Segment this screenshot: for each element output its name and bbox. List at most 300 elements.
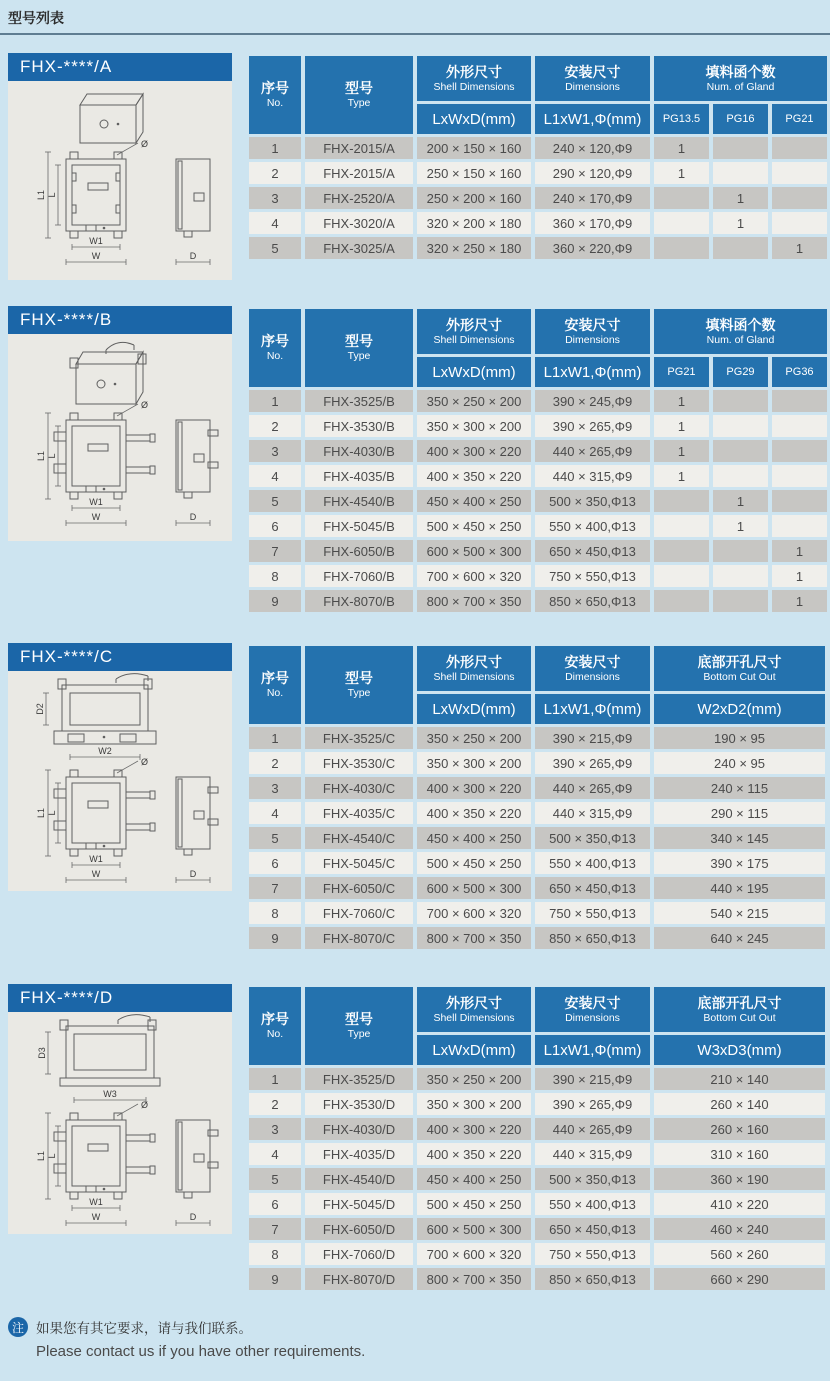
section-c: [0, 643, 830, 952]
table-cell: 650 × 450,Φ13: [535, 1218, 650, 1240]
table-cell: 440 × 195: [654, 877, 825, 899]
table-cell: FHX-8070/B: [305, 590, 413, 612]
table-row: [249, 212, 827, 234]
table-row: [249, 1093, 825, 1115]
table-cell: [772, 490, 827, 512]
table-cell: 460 × 240: [654, 1218, 825, 1240]
table-cell: 1: [249, 137, 301, 159]
table-cell: [654, 590, 709, 612]
table-row: [249, 802, 825, 824]
col-header-cutout: 底部开孔尺寸 Bottom Cut Out: [654, 646, 825, 691]
table-cell: 7: [249, 1218, 301, 1240]
table-cell: 350 × 300 × 200: [417, 1093, 531, 1115]
table-cell: 600 × 500 × 300: [417, 877, 531, 899]
dim-label-w: W: [91, 512, 101, 522]
col-header-pg-2: PG16: [713, 104, 768, 134]
table-cell: 1: [713, 212, 768, 234]
dim-label-l1: L1: [36, 1150, 46, 1162]
dim-label-w1: W1: [89, 1197, 103, 1207]
table-cell: 340 × 145: [654, 827, 825, 849]
table-cell: 440 × 315,Φ9: [535, 1143, 650, 1165]
table-row: [249, 927, 825, 949]
table-cell: [713, 565, 768, 587]
drawing-panel-b: [8, 306, 232, 541]
col-header-install: 安装尺寸 Dimensions: [535, 56, 650, 101]
col-header-pg-3: PG21: [772, 104, 827, 134]
table-cell: [713, 415, 768, 437]
table-cell: 240 × 170,Φ9: [535, 187, 650, 209]
technical-drawing-a: [8, 81, 232, 280]
dim-label-l: L: [47, 192, 57, 198]
table-cell: FHX-3525/D: [305, 1068, 413, 1090]
panel-title-b: FHX-****/B: [8, 306, 232, 334]
table-c-wrap: [245, 643, 829, 952]
col-header-shell-unit: LxWxD(mm): [417, 694, 531, 724]
table-row: [249, 515, 827, 537]
table-cell: 4: [249, 212, 301, 234]
table-cell: 250 × 150 × 160: [417, 162, 531, 184]
table-cell: 540 × 215: [654, 902, 825, 924]
table-cell: 200 × 150 × 160: [417, 137, 531, 159]
table-cell: [654, 212, 709, 234]
table-row: [249, 1168, 825, 1190]
table-cell: 350 × 300 × 200: [417, 415, 531, 437]
table-cell: 9: [249, 590, 301, 612]
table-row: [249, 162, 827, 184]
table-cell: 640 × 245: [654, 927, 825, 949]
table-cell: 8: [249, 1243, 301, 1265]
dim-label-l: L: [47, 810, 57, 816]
table-cell: 240 × 120,Φ9: [535, 137, 650, 159]
table-cell: 400 × 300 × 220: [417, 440, 531, 462]
dim-label-d: D: [189, 1212, 197, 1222]
dim-label-phi: Ø: [141, 139, 149, 149]
col-header-type: 型号 Type: [305, 56, 413, 134]
table-cell: [713, 590, 768, 612]
table-cell: 8: [249, 902, 301, 924]
table-cell: 320 × 200 × 180: [417, 212, 531, 234]
table-cell: 400 × 350 × 220: [417, 802, 531, 824]
table-row: [249, 390, 827, 412]
table-row: [249, 540, 827, 562]
table-cell: 6: [249, 852, 301, 874]
table-cell: 1: [654, 415, 709, 437]
table-cell: 350 × 300 × 200: [417, 752, 531, 774]
table-cell: 440 × 265,Φ9: [535, 1118, 650, 1140]
table-cell: 700 × 600 × 320: [417, 565, 531, 587]
dim-label-d: D: [189, 251, 197, 261]
table-cell: FHX-3530/B: [305, 415, 413, 437]
table-cell: [713, 237, 768, 259]
table-row: [249, 752, 825, 774]
table-row: [249, 827, 825, 849]
table-cell: 650 × 450,Φ13: [535, 540, 650, 562]
section-b: [0, 306, 830, 615]
spec-table-d: [245, 984, 829, 1293]
table-cell: 410 × 220: [654, 1193, 825, 1215]
table-cell: 500 × 450 × 250: [417, 1193, 531, 1215]
table-cell: 600 × 500 × 300: [417, 1218, 531, 1240]
table-cell: [713, 465, 768, 487]
table-cell: 3: [249, 1118, 301, 1140]
table-cell: 1: [713, 515, 768, 537]
table-cell: 2: [249, 162, 301, 184]
table-cell: 440 × 265,Φ9: [535, 440, 650, 462]
table-cell: FHX-7060/C: [305, 902, 413, 924]
col-header-pg-1: PG13.5: [654, 104, 709, 134]
table-cell: 6: [249, 1193, 301, 1215]
table-row: [249, 877, 825, 899]
table-cell: FHX-3020/A: [305, 212, 413, 234]
table-row: [249, 490, 827, 512]
table-cell: [654, 187, 709, 209]
table-cell: FHX-4540/C: [305, 827, 413, 849]
table-cell: FHX-8070/D: [305, 1268, 413, 1290]
col-header-cutout-unit: W3xD3(mm): [654, 1035, 825, 1065]
table-cell: 5: [249, 827, 301, 849]
table-row: [249, 465, 827, 487]
table-cell: 500 × 350,Φ13: [535, 827, 650, 849]
col-header-shell-unit: LxWxD(mm): [417, 1035, 531, 1065]
table-cell: 390 × 215,Φ9: [535, 1068, 650, 1090]
note-text-en: Please contact us if you have other requirements.: [36, 1343, 366, 1360]
table-cell: 800 × 700 × 350: [417, 1268, 531, 1290]
table-row: [249, 187, 827, 209]
table-cell: 360 × 190: [654, 1168, 825, 1190]
technical-drawing-c: [8, 671, 232, 891]
table-cell: 400 × 350 × 220: [417, 465, 531, 487]
table-row: [249, 1243, 825, 1265]
col-header-shell: 外形尺寸 Shell Dimensions: [417, 646, 531, 691]
table-cell: FHX-7060/B: [305, 565, 413, 587]
table-cell: 440 × 315,Φ9: [535, 802, 650, 824]
footer-note: [8, 1317, 830, 1360]
col-header-cutout-unit: W2xD2(mm): [654, 694, 825, 724]
col-header-gland: 填料函个数 Num. of Gland: [654, 309, 827, 354]
table-cell: 390 × 215,Φ9: [535, 727, 650, 749]
table-cell: 1: [713, 187, 768, 209]
dim-label-l: L: [47, 1153, 57, 1159]
col-header-pg-1: PG21: [654, 357, 709, 387]
table-cell: 1: [654, 390, 709, 412]
section-a: [0, 53, 830, 280]
table-cell: 450 × 400 × 250: [417, 490, 531, 512]
table-cell: 1: [713, 490, 768, 512]
col-header-type: 型号 Type: [305, 646, 413, 724]
table-cell: 390 × 265,Φ9: [535, 752, 650, 774]
col-header-gland: 填料函个数 Num. of Gland: [654, 56, 827, 101]
table-cell: 390 × 265,Φ9: [535, 1093, 650, 1115]
table-cell: [772, 415, 827, 437]
table-cell: FHX-4035/D: [305, 1143, 413, 1165]
table-cell: [713, 137, 768, 159]
table-cell: FHX-3525/C: [305, 727, 413, 749]
table-cell: [772, 390, 827, 412]
technical-drawing-d: [8, 1012, 232, 1234]
table-cell: [772, 515, 827, 537]
table-cell: [772, 137, 827, 159]
table-a-wrap: [245, 53, 830, 262]
dim-label-phi: Ø: [141, 757, 149, 767]
table-cell: 750 × 550,Φ13: [535, 902, 650, 924]
dim-label-d: D: [189, 869, 197, 879]
table-cell: 1: [772, 540, 827, 562]
dim-label-w1: W1: [89, 497, 103, 507]
dim-label-l1: L1: [36, 807, 46, 819]
dim-label-w2: W2: [98, 746, 112, 756]
col-header-type: 型号 Type: [305, 309, 413, 387]
table-cell: 320 × 250 × 180: [417, 237, 531, 259]
table-cell: 360 × 220,Φ9: [535, 237, 650, 259]
table-cell: 3: [249, 777, 301, 799]
drawing-panel-d: [8, 984, 232, 1234]
table-cell: 500 × 350,Φ13: [535, 490, 650, 512]
table-cell: 9: [249, 1268, 301, 1290]
page-header: [0, 0, 830, 35]
table-cell: 550 × 400,Φ13: [535, 515, 650, 537]
col-header-no: 序号 No.: [249, 646, 301, 724]
dim-label-d3: D3: [37, 1047, 47, 1059]
col-header-shell: 外形尺寸 Shell Dimensions: [417, 56, 531, 101]
col-header-type: 型号 Type: [305, 987, 413, 1065]
col-header-pg-2: PG29: [713, 357, 768, 387]
table-cell: [772, 440, 827, 462]
table-cell: 700 × 600 × 320: [417, 1243, 531, 1265]
table-cell: 1: [249, 1068, 301, 1090]
table-cell: FHX-4540/B: [305, 490, 413, 512]
table-cell: 390 × 245,Φ9: [535, 390, 650, 412]
table-cell: [772, 465, 827, 487]
col-header-install-unit: L1xW1,Φ(mm): [535, 694, 650, 724]
table-cell: FHX-4030/C: [305, 777, 413, 799]
table-cell: 3: [249, 440, 301, 462]
table-cell: 750 × 550,Φ13: [535, 1243, 650, 1265]
drawing-panel-c: [8, 643, 232, 891]
table-row: [249, 137, 827, 159]
col-header-pg-3: PG36: [772, 357, 827, 387]
table-cell: 7: [249, 540, 301, 562]
table-cell: 1: [654, 137, 709, 159]
section-d: [0, 984, 830, 1293]
technical-drawing-b: [8, 334, 232, 541]
table-cell: 550 × 400,Φ13: [535, 1193, 650, 1215]
table-cell: FHX-3530/C: [305, 752, 413, 774]
table-cell: 290 × 120,Φ9: [535, 162, 650, 184]
col-header-shell-unit: LxWxD(mm): [417, 357, 531, 387]
table-cell: 1: [654, 440, 709, 462]
table-cell: 4: [249, 465, 301, 487]
table-cell: 3: [249, 187, 301, 209]
table-cell: 1: [772, 237, 827, 259]
table-cell: [713, 390, 768, 412]
table-cell: 350 × 250 × 200: [417, 390, 531, 412]
table-cell: 4: [249, 802, 301, 824]
table-cell: 240 × 115: [654, 777, 825, 799]
table-row: [249, 565, 827, 587]
table-cell: 1: [249, 390, 301, 412]
table-cell: 240 × 95: [654, 752, 825, 774]
table-cell: FHX-5045/B: [305, 515, 413, 537]
dim-label-w1: W1: [89, 236, 103, 246]
dim-label-l1: L1: [36, 189, 46, 201]
table-cell: 2: [249, 415, 301, 437]
table-cell: 400 × 300 × 220: [417, 1118, 531, 1140]
table-cell: 190 × 95: [654, 727, 825, 749]
table-d-wrap: [245, 984, 829, 1293]
col-header-cutout: 底部开孔尺寸 Bottom Cut Out: [654, 987, 825, 1032]
table-cell: 1: [249, 727, 301, 749]
dim-label-w: W: [91, 251, 101, 261]
table-row: [249, 1068, 825, 1090]
dim-label-w3: W3: [103, 1089, 117, 1099]
table-row: [249, 1268, 825, 1290]
table-cell: 850 × 650,Φ13: [535, 590, 650, 612]
table-cell: 400 × 350 × 220: [417, 1143, 531, 1165]
table-cell: FHX-5045/C: [305, 852, 413, 874]
col-header-no: 序号 No.: [249, 56, 301, 134]
table-cell: 5: [249, 490, 301, 512]
col-header-shell: 外形尺寸 Shell Dimensions: [417, 309, 531, 354]
table-row: [249, 237, 827, 259]
table-cell: 7: [249, 877, 301, 899]
table-cell: 6: [249, 515, 301, 537]
drawing-panel-a: [8, 53, 232, 280]
table-cell: [713, 540, 768, 562]
table-cell: FHX-4030/B: [305, 440, 413, 462]
table-row: [249, 902, 825, 924]
spec-table-c: [245, 643, 829, 952]
table-cell: 5: [249, 1168, 301, 1190]
dim-label-phi: Ø: [141, 400, 149, 410]
panel-title-d: FHX-****/D: [8, 984, 232, 1012]
table-cell: FHX-2520/A: [305, 187, 413, 209]
table-cell: 360 × 170,Φ9: [535, 212, 650, 234]
col-header-install: 安装尺寸 Dimensions: [535, 309, 650, 354]
table-cell: 500 × 350,Φ13: [535, 1168, 650, 1190]
table-cell: 390 × 175: [654, 852, 825, 874]
table-cell: 260 × 160: [654, 1118, 825, 1140]
col-header-no: 序号 No.: [249, 309, 301, 387]
table-cell: 390 × 265,Φ9: [535, 415, 650, 437]
table-cell: [713, 440, 768, 462]
table-row: [249, 727, 825, 749]
page-title: 型号列表: [8, 10, 64, 26]
table-cell: [654, 565, 709, 587]
table-cell: 1: [772, 565, 827, 587]
table-cell: 8: [249, 565, 301, 587]
table-cell: FHX-6050/B: [305, 540, 413, 562]
table-cell: 850 × 650,Φ13: [535, 927, 650, 949]
table-cell: FHX-6050/C: [305, 877, 413, 899]
table-cell: 2: [249, 752, 301, 774]
table-cell: FHX-3530/D: [305, 1093, 413, 1115]
table-b-wrap: [245, 306, 830, 615]
col-header-install: 安装尺寸 Dimensions: [535, 646, 650, 691]
dim-label-phi: Ø: [141, 1100, 149, 1110]
table-cell: 560 × 260: [654, 1243, 825, 1265]
spec-table-a: [245, 53, 830, 262]
dim-label-l1: L1: [36, 450, 46, 462]
table-cell: 9: [249, 927, 301, 949]
table-cell: FHX-6050/D: [305, 1218, 413, 1240]
table-cell: 600 × 500 × 300: [417, 540, 531, 562]
table-row: [249, 852, 825, 874]
table-cell: [713, 162, 768, 184]
table-cell: 4: [249, 1143, 301, 1165]
table-cell: [772, 187, 827, 209]
table-cell: 800 × 700 × 350: [417, 927, 531, 949]
table-cell: 350 × 250 × 200: [417, 1068, 531, 1090]
table-cell: FHX-2015/A: [305, 137, 413, 159]
col-header-install-unit: L1xW1,Φ(mm): [535, 357, 650, 387]
table-row: [249, 590, 827, 612]
table-cell: FHX-4540/D: [305, 1168, 413, 1190]
table-cell: [654, 237, 709, 259]
table-cell: 850 × 650,Φ13: [535, 1268, 650, 1290]
table-cell: 260 × 140: [654, 1093, 825, 1115]
table-cell: FHX-3025/A: [305, 237, 413, 259]
table-cell: 500 × 450 × 250: [417, 852, 531, 874]
table-cell: FHX-4035/C: [305, 802, 413, 824]
dim-label-w: W: [91, 1212, 101, 1222]
table-cell: 450 × 400 × 250: [417, 1168, 531, 1190]
table-cell: 500 × 450 × 250: [417, 515, 531, 537]
table-cell: 750 × 550,Φ13: [535, 565, 650, 587]
table-cell: 310 × 160: [654, 1143, 825, 1165]
table-cell: FHX-4035/B: [305, 465, 413, 487]
table-cell: 800 × 700 × 350: [417, 590, 531, 612]
table-cell: 450 × 400 × 250: [417, 827, 531, 849]
table-cell: FHX-5045/D: [305, 1193, 413, 1215]
panel-title-c: FHX-****/C: [8, 643, 232, 671]
table-row: [249, 415, 827, 437]
table-cell: [654, 515, 709, 537]
table-cell: 550 × 400,Φ13: [535, 852, 650, 874]
table-cell: FHX-7060/D: [305, 1243, 413, 1265]
table-cell: 350 × 250 × 200: [417, 727, 531, 749]
table-row: [249, 1118, 825, 1140]
table-cell: 1: [654, 162, 709, 184]
table-cell: 440 × 315,Φ9: [535, 465, 650, 487]
table-cell: [772, 212, 827, 234]
table-cell: FHX-3525/B: [305, 390, 413, 412]
table-cell: 250 × 200 × 160: [417, 187, 531, 209]
dim-label-d2: D2: [35, 703, 45, 715]
col-header-install-unit: L1xW1,Φ(mm): [535, 1035, 650, 1065]
col-header-shell-unit: LxWxD(mm): [417, 104, 531, 134]
note-text-zh: 如果您有其它要求，请与我们联系。: [36, 1321, 252, 1336]
panel-title-a: FHX-****/A: [8, 53, 232, 81]
table-cell: 5: [249, 237, 301, 259]
table-cell: 210 × 140: [654, 1068, 825, 1090]
dim-label-w: W: [91, 869, 101, 879]
dim-label-l: L: [47, 453, 57, 459]
table-row: [249, 440, 827, 462]
col-header-no: 序号 No.: [249, 987, 301, 1065]
table-row: [249, 777, 825, 799]
spec-table-b: [245, 306, 830, 615]
table-cell: 1: [654, 465, 709, 487]
dim-label-d: D: [189, 512, 197, 522]
table-cell: 700 × 600 × 320: [417, 902, 531, 924]
table-cell: 660 × 290: [654, 1268, 825, 1290]
table-cell: [654, 490, 709, 512]
table-cell: 1: [772, 590, 827, 612]
table-cell: 440 × 265,Φ9: [535, 777, 650, 799]
col-header-install: 安装尺寸 Dimensions: [535, 987, 650, 1032]
note-badge-icon: 注: [8, 1317, 28, 1337]
table-cell: FHX-2015/A: [305, 162, 413, 184]
